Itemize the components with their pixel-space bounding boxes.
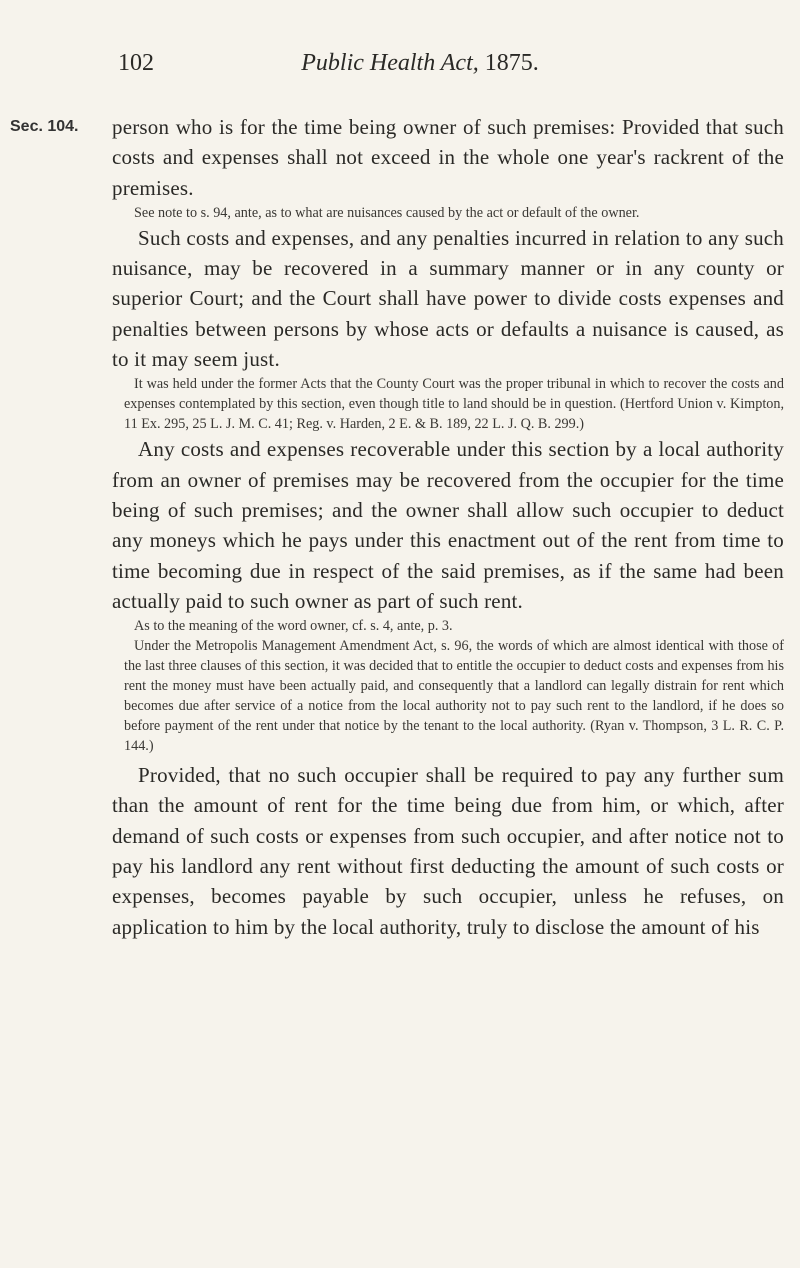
running-title-italic: Public Health Act, bbox=[301, 50, 479, 76]
running-title bbox=[110, 50, 730, 77]
paragraph-1: person who is for the time being owner of such premises: Provided that such costs and expenses shall not exceed in the whole one year's rackrent of the premises. bbox=[112, 115, 784, 200]
section-reference: Sec. 104. bbox=[10, 118, 79, 135]
note-2: It was held under the former Acts that the County Court was the proper tribunal in which to recover the costs and expenses contemplated by this section, even though title to land should be in question. (Hertford Union v. Kimpton, 11 Ex. 295, 25 L. J. M. C. 41; Reg. v. Harden, 2 E. & B. 189, 22 L. J. Q. B. 299.) bbox=[124, 376, 784, 433]
running-title-year: 1875. bbox=[484, 50, 539, 76]
note-4: Under the Metropolis Management Amendment Act, s. 96, the words of which are almost identical with those of the last three clauses of this section, it was decided that to entitle the occupier to deduct costs and expenses from his rent the money must have been actually paid, and consequently that a landlord can legally distrain for rent which becomes due after service of a notice from the local authority not to pay such rent to the landlord, if he does so before payment of the rent under that notice by the tenant to the local authority. (Ryan v. Thompson, 3 L. R. C. P. 144.) bbox=[124, 638, 784, 755]
note-1: See note to s. 94, ante, as to what are nuisances caused by the act or default of the owner. bbox=[134, 204, 640, 221]
page-header bbox=[110, 50, 730, 84]
page-number: 102 bbox=[118, 50, 154, 76]
paragraph-2: Such costs and expenses, and any penalties incurred in relation to any such nuisance, may be recovered in a summary manner or in any county or superior Court; and the Court shall have power to divide costs expenses and penalties between persons by whose acts or defaults a nuisance is caused, as to it may seem just. bbox=[112, 225, 784, 372]
body-text bbox=[112, 112, 784, 942]
paragraph-3: Any costs and expenses recoverable under this section by a local authority from an owner of premises may be recovered from the occupier for the time being of such premises; and the owner shall allow such occupier to deduct any moneys which he pays under this enactment out of the rent from time to time becoming due in respect of the said premises, as if the same had been actually paid to such owner as part of such rent. bbox=[112, 437, 784, 613]
paragraph-4: Provided, that no such occupier shall be required to pay any further sum than the amount of rent for the time being due from him, or which, after demand of such costs or expenses from such occupier, and after notice not to pay his landlord any rent without first deducting the amount of such costs or expenses, becomes payable by such occupier, unless he refuses, on application to him by the local authority, truly to disclose the amount of his bbox=[112, 763, 784, 939]
note-3: As to the meaning of the word owner, cf. s. 4, ante, p. 3. bbox=[134, 618, 453, 635]
